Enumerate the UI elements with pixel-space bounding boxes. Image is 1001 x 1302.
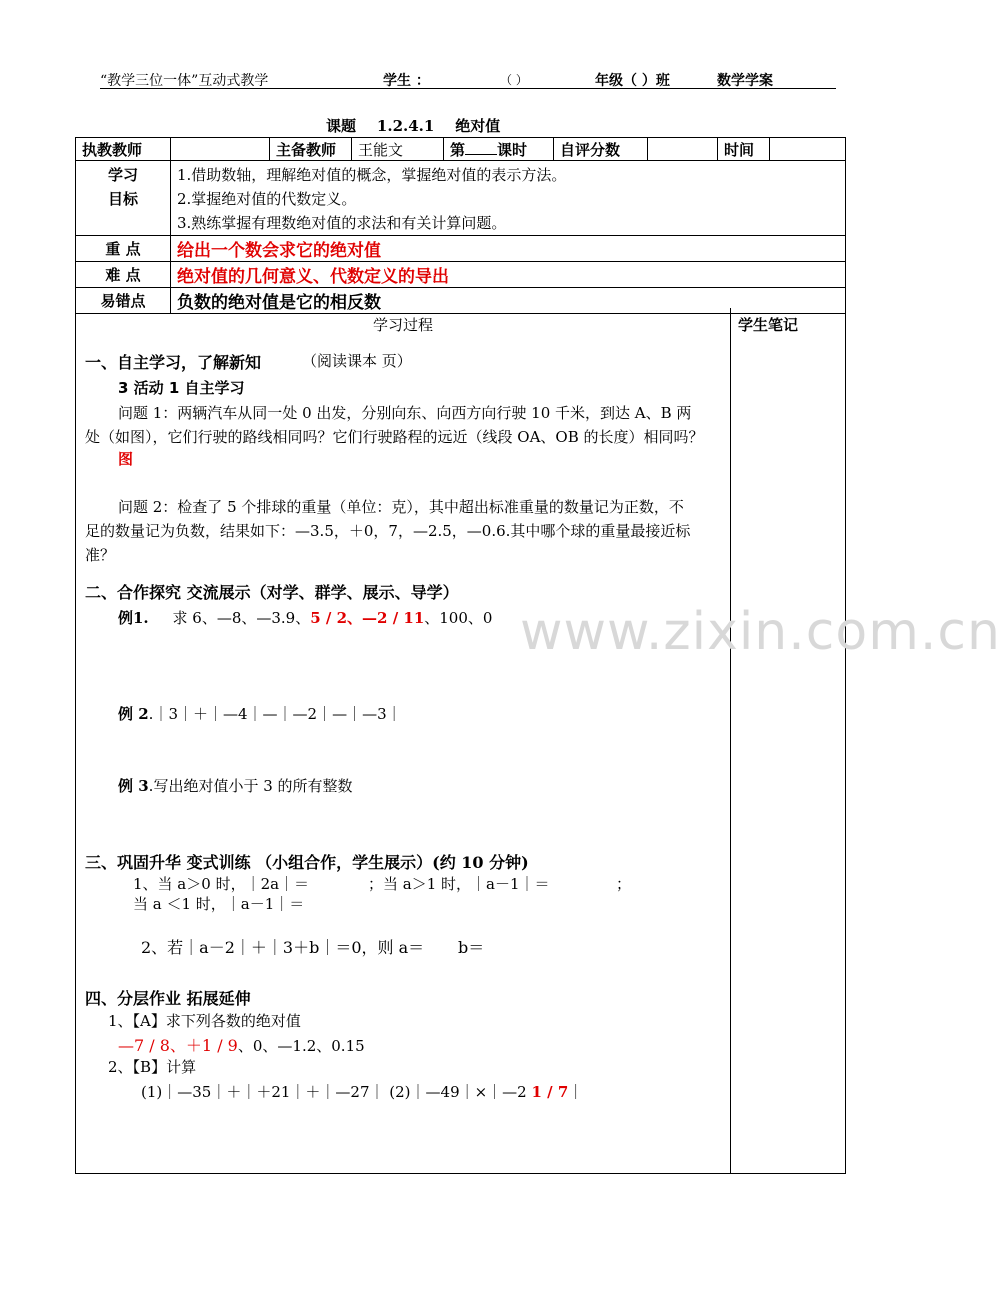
notes-title: 学生笔记 xyxy=(738,316,799,334)
section2-heading: 二、合作探究 交流展示（对学、群学、展示、导学） xyxy=(85,583,459,602)
exercise1-part1: 1、当 a＞0 时，｜2a｜＝ xyxy=(133,875,310,893)
homework-a-label: 1、【A】求下列各数的绝对值 xyxy=(108,1012,301,1030)
key-point-row xyxy=(76,236,846,262)
exercise1-part3: ； xyxy=(616,875,632,893)
key-point-text: 给出一个数会求它的绝对值 xyxy=(171,236,846,262)
exercise1-line2: 当 a ＜1 时，｜a－1｜＝ xyxy=(133,895,305,913)
time-label: 时间 xyxy=(718,138,770,161)
exercise1-part2: ；当 a＞1 时，｜a－1｜＝ xyxy=(368,875,550,893)
question2-line1: 问题 2：检查了 5 个排球的重量（单位：克），其中超出标准重量的数量记为正数，不 xyxy=(118,498,684,516)
teacher-value[interactable] xyxy=(171,138,270,161)
question1-line2: 处（如图），它们行驶的路线相同吗？它们行驶路程的远近（线段 OA、OB 的长度）相同吗？ xyxy=(85,428,704,446)
section1-heading: 一、自主学习，了解新知 xyxy=(85,353,262,372)
topic-name: 绝对值 xyxy=(455,117,501,135)
notes-divider xyxy=(730,308,731,1173)
example1: 例1. 求 6、—8、—3.9、5 / 2、—2 / 11、100、0 xyxy=(118,609,493,627)
process-title: 学习过程 xyxy=(373,316,434,334)
program-name: “教学三位一体”互动式教学 xyxy=(100,73,269,89)
homework-a-values: —7 / 8、＋1 / 9、0、—1.2、0.15 xyxy=(118,1036,365,1055)
teacher-label: 执教教师 xyxy=(76,138,171,161)
homework-b-label: 2、【B】计算 xyxy=(108,1058,197,1076)
figure-placeholder: 图 xyxy=(118,450,134,468)
goal-item: 1.借助数轴，理解绝对值的概念，掌握绝对值的表示方法。 xyxy=(177,166,567,184)
topic-title xyxy=(326,115,500,136)
subject-label: 数学学案 xyxy=(717,73,773,89)
self-score-value[interactable] xyxy=(648,138,718,161)
difficulty-text: 绝对值的几何意义、代数定义的导出 xyxy=(171,262,846,288)
error-prone-text: 负数的绝对值是它的相反数 xyxy=(171,288,846,314)
goals-list xyxy=(171,161,846,236)
student-label: 学生 ： xyxy=(383,73,430,89)
example2: 例 2.｜3｜＋｜—4｜—｜—2｜—｜—3｜ xyxy=(118,705,402,723)
watermark: www.zixin.com.cn xyxy=(520,602,1001,662)
section4-heading: 四、分层作业 拓展延伸 xyxy=(85,989,251,1008)
goal-item: 2.掌握绝对值的代数定义。 xyxy=(177,190,357,208)
error-prone-label: 易错点 xyxy=(76,288,171,314)
homework-b-expression: (1)｜—35｜＋｜＋21｜＋｜—27｜ (2)｜—49｜×｜—2 1 / 7｜ xyxy=(141,1083,584,1101)
student-blank: （ ） xyxy=(500,73,528,87)
time-value[interactable] xyxy=(770,138,846,161)
self-score-label: 自评分数 xyxy=(554,138,648,161)
grade-class: 年级（ ）班 xyxy=(595,73,670,89)
example3: 例 3.写出绝对值小于 3 的所有整数 xyxy=(118,777,353,795)
prep-teacher-value: 王能文 xyxy=(352,138,444,161)
question2-line3: 准？ xyxy=(85,546,116,564)
goal-item: 3.熟练掌握有理数绝对值的求法和有关计算问题。 xyxy=(177,214,507,232)
difficulty-label: 难 点 xyxy=(76,262,171,288)
difficulty-row xyxy=(76,262,846,288)
exercise2-b: b＝ xyxy=(458,938,485,957)
lesson-number-cell: 第 课时 xyxy=(444,138,554,161)
section1-note: （阅读课本 页） xyxy=(302,352,412,370)
page-header xyxy=(100,70,836,89)
prep-teacher-label: 主备教师 xyxy=(270,138,352,161)
info-row xyxy=(76,138,846,161)
goals-label: 学习 目标 xyxy=(76,161,171,236)
question2-line2: 足的数量记为负数，结果如下：—3.5，＋0，7，—2.5，—0.6.其中哪个球的重量最接近标 xyxy=(85,522,691,540)
lesson-info-table xyxy=(75,137,846,314)
activity-title: 3 活动 1 自主学习 xyxy=(118,379,245,397)
question1-line1: 问题 1：两辆汽车从同一处 0 出发，分别向东、向西方向行驶 10 千米，到达 A、B 两 xyxy=(118,404,692,422)
goals-row xyxy=(76,161,846,236)
section3-heading: 三、巩固升华 变式训练 （小组合作，学生展示）(约 10 分钟) xyxy=(85,853,529,872)
exercise2-a: 2、若｜a－2｜＋｜3＋b｜＝0，则 a＝ xyxy=(141,938,425,957)
key-point-label: 重 点 xyxy=(76,236,171,262)
topic-label: 课题 xyxy=(326,117,357,135)
topic-number: 1.2.4.1 xyxy=(376,117,435,135)
